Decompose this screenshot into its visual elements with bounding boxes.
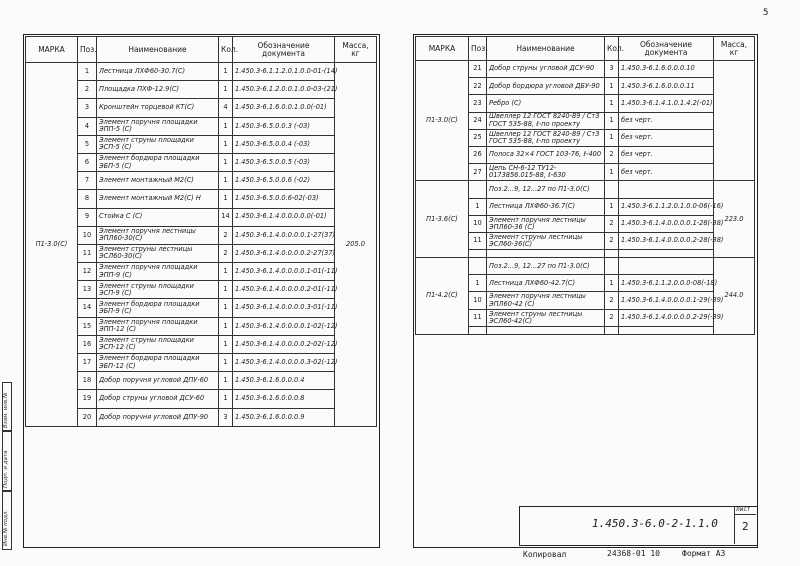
marka-cell: П1-4.2(С) xyxy=(416,258,469,335)
row-position: 8 xyxy=(78,190,97,208)
row-position: 15 xyxy=(78,317,97,335)
row-document: 1.450.3-6.1.4.0.0.0.0.1-29(-39) xyxy=(619,292,714,309)
row-name: Элемент поручня площадки ЭПП-5 (С) xyxy=(97,117,219,135)
row-position: 13 xyxy=(78,281,97,299)
header-pos: Поз. xyxy=(469,37,487,61)
header-doc: Обозначение документа xyxy=(233,37,335,63)
margin-label-vzam-inv: Взам. инв.№ xyxy=(3,392,9,428)
row-document xyxy=(619,181,714,198)
row-document: 1.450.3-6.1.4.0.0.0.0.0(-01) xyxy=(233,208,335,226)
right-spec-table xyxy=(415,36,755,335)
row-quantity: 1 xyxy=(605,198,619,215)
row-quantity: 3 xyxy=(219,408,233,426)
row-position: 21 xyxy=(469,61,487,78)
spacer-cell xyxy=(619,250,714,258)
row-name: Элемент монтажный М2(С) Н xyxy=(97,190,219,208)
row-quantity: 3 xyxy=(605,61,619,78)
inventory-number: 24368-01 10 xyxy=(607,549,660,558)
row-document: 1.450.3-6.1.4.0.0.0.0.1-01(-11) xyxy=(233,263,335,281)
spacer-cell xyxy=(619,326,714,334)
row-position: 26 xyxy=(469,146,487,163)
row-name: Элемент бордюра площадки ЭБП-9 (С) xyxy=(97,299,219,317)
row-name: Добор бордюра угловой ДБУ-90 xyxy=(487,78,605,95)
table-row xyxy=(26,172,377,190)
table-row xyxy=(26,135,377,153)
row-quantity xyxy=(605,181,619,198)
mass-cell: 244.0 xyxy=(714,258,755,335)
row-position xyxy=(469,181,487,198)
row-document: 1.450.3-6.1.1.2.0.1.0.0-06(-16) xyxy=(619,198,714,215)
paper-format: Формат А3 xyxy=(682,549,726,558)
row-position: 25 xyxy=(469,129,487,146)
row-name: Элемент бордюра площадки ЭБП-12 (С) xyxy=(97,354,219,372)
row-name: Элемент поручня лестницы ЭПЛ60-42 (С) xyxy=(487,292,605,309)
row-document: 1.450.3-6.1.4.0.0.0.0.3-01(-11) xyxy=(233,299,335,317)
row-quantity: 1 xyxy=(219,354,233,372)
row-quantity: 1 xyxy=(219,63,233,81)
row-document: 1.450.3-6.1.4.0.0.0.0.2-27(37) xyxy=(233,244,335,262)
row-position: 11 xyxy=(469,232,487,249)
row-document: 1.450.3-6.1.2.0.0.1.0.0-03-(21) xyxy=(233,81,335,99)
marka-cell: П1-3.0(С) xyxy=(416,61,469,181)
row-position: 6 xyxy=(78,153,97,171)
spacer-cell xyxy=(605,326,619,334)
row-document: без черт. xyxy=(619,164,714,181)
row-position: 10 xyxy=(469,215,487,232)
row-quantity: 2 xyxy=(605,232,619,249)
row-document: 1.450.3-6.5.0.0.6-02(-03) xyxy=(233,190,335,208)
table-row xyxy=(26,390,377,408)
left-spec-table xyxy=(25,36,377,427)
table-row xyxy=(26,63,377,81)
margin-label-podp-data: Подп. и дата xyxy=(3,450,9,488)
row-position: 20 xyxy=(78,408,97,426)
row-name: Элемент монтажный М2(С) xyxy=(97,172,219,190)
row-position: 19 xyxy=(78,390,97,408)
table-row xyxy=(26,408,377,426)
row-position: 1 xyxy=(78,63,97,81)
row-quantity: 1 xyxy=(605,95,619,112)
spacer-cell xyxy=(605,250,619,258)
row-quantity: 1 xyxy=(219,281,233,299)
row-name: Швеллер 12 ГОСТ 8240-89 / Ст3 ГОСТ 535-88, ℓ-по проекту xyxy=(487,112,605,129)
row-quantity: 1 xyxy=(605,112,619,129)
mass-cell: 223.0 xyxy=(714,181,755,258)
row-quantity: 1 xyxy=(219,172,233,190)
row-quantity: 4 xyxy=(219,99,233,117)
row-document: 1.450.3-6.1.6.0.0.0.8 xyxy=(233,390,335,408)
row-quantity: 1 xyxy=(219,190,233,208)
row-document: без черт. xyxy=(619,129,714,146)
row-position: 18 xyxy=(78,372,97,390)
row-position: 27 xyxy=(469,164,487,181)
group-reference: Поз.2...9, 12...27 по П1-3.0(С) xyxy=(487,181,605,198)
corner-page-number: 5 xyxy=(763,8,769,18)
table-row xyxy=(26,372,377,390)
row-document: 1.450.3-6.5.0.0.5 (-03) xyxy=(233,153,335,171)
copied-by-label: Копировал xyxy=(523,550,567,559)
row-document: 1.450.3-6.1.6.0.0.0.9 xyxy=(233,408,335,426)
row-quantity: 2 xyxy=(605,146,619,163)
row-position: 10 xyxy=(469,292,487,309)
row-position: 22 xyxy=(469,78,487,95)
row-quantity: 1 xyxy=(219,335,233,353)
row-document: 1.450.3-6.1.6.0.0.0.10 xyxy=(619,61,714,78)
table-row xyxy=(416,61,755,78)
mass-cell: 205.0 xyxy=(335,63,377,427)
mass-cell xyxy=(714,61,755,181)
marka-cell: П1-3.0(С) xyxy=(26,63,78,427)
header-name: Наименование xyxy=(97,37,219,63)
row-name: Кронштейн торцевой КТ(С) xyxy=(97,99,219,117)
row-name: Элемент струны лестницы ЭСЛ60-42(С) xyxy=(487,309,605,326)
sheet-box-divider xyxy=(734,514,756,515)
row-position: 11 xyxy=(469,309,487,326)
row-document: 1.450.3-6.1.4.0.0.0.0.1-02(-12) xyxy=(233,317,335,335)
row-position: 3 xyxy=(78,99,97,117)
row-document: 1.450.3-6.1.6.0.0.1.0.0(-01) xyxy=(233,99,335,117)
table-row xyxy=(26,244,377,262)
row-position: 24 xyxy=(469,112,487,129)
row-quantity: 1 xyxy=(219,390,233,408)
row-quantity: 2 xyxy=(605,292,619,309)
row-document xyxy=(619,258,714,275)
table-row xyxy=(26,81,377,99)
row-document: 1.450.3-6.1.4.0.0.0.0.3-02(-12) xyxy=(233,354,335,372)
document-designation: 1.450.3-6.0-2-1.1.0 xyxy=(592,517,718,530)
header-mass: Масса, кг xyxy=(714,37,755,61)
row-name: Площадка ПХФ-12.9(С) xyxy=(97,81,219,99)
row-quantity: 1 xyxy=(605,129,619,146)
header-qty: Кол. xyxy=(219,37,233,63)
row-document: 1.450.3-6.5.0.0.6 (-02) xyxy=(233,172,335,190)
row-name: Элемент струны лестницы ЭСЛ60-36(С) xyxy=(487,232,605,249)
row-document: 1.450.3-6.1.6.0.0.0.11 xyxy=(619,78,714,95)
row-name: Элемент поручня площадки ЭПП-12 (С) xyxy=(97,317,219,335)
row-document: 1.450.3-6.1.1.2.0.0.0-08(-18) xyxy=(619,275,714,292)
row-name: Элемент поручня лестницы ЭПЛ60-36 (С) xyxy=(487,215,605,232)
header-marka: МАРКА xyxy=(26,37,78,63)
table-row xyxy=(26,117,377,135)
row-document: 1.450.3-6.1.4.0.0.0.0.1-27(37) xyxy=(233,226,335,244)
row-position: 12 xyxy=(78,263,97,281)
spacer-cell xyxy=(469,250,487,258)
row-position: 9 xyxy=(78,208,97,226)
row-position: 5 xyxy=(78,135,97,153)
row-quantity xyxy=(605,258,619,275)
sheet-label: Лист xyxy=(736,506,751,513)
row-name: Добор струны угловой ДСУ-90 xyxy=(487,61,605,78)
row-name: Элемент струны площадки ЭСП-5 (С) xyxy=(97,135,219,153)
row-document: 1.450.3-6.1.4.0.0.0.0.1-28(-38) xyxy=(619,215,714,232)
row-position: 2 xyxy=(78,81,97,99)
row-document: без черт. xyxy=(619,146,714,163)
table-row xyxy=(26,190,377,208)
group-header-row xyxy=(416,258,755,275)
row-document: 1.450.3-6.1.4.0.0.0.0.2-29(-39) xyxy=(619,309,714,326)
table-row xyxy=(26,317,377,335)
row-name: Добор поручня угловой ДПУ-90 xyxy=(97,408,219,426)
table-row xyxy=(26,99,377,117)
group-header-row xyxy=(416,181,755,198)
header-doc: Обозначение документа xyxy=(619,37,714,61)
row-position: 4 xyxy=(78,117,97,135)
row-name: Стойка С (С) xyxy=(97,208,219,226)
header-pos: Поз. xyxy=(78,37,97,63)
row-document: 1.450.3-6.1.4.0.0.0.0.2-02(-12) xyxy=(233,335,335,353)
row-quantity: 2 xyxy=(605,309,619,326)
header-qty: Кол. xyxy=(605,37,619,61)
row-name: Цепь СН-6-12 ТУ12-0173856.015-88, ℓ-630 xyxy=(487,164,605,181)
row-name: Ребро (С) xyxy=(487,95,605,112)
row-name: Элемент бордюра площадки ЭБП-5 (С) xyxy=(97,153,219,171)
row-quantity: 14 xyxy=(219,208,233,226)
spacer-cell xyxy=(487,250,605,258)
row-document: 1.450.3-6.5.0.0.4 (-03) xyxy=(233,135,335,153)
row-quantity: 1 xyxy=(219,372,233,390)
row-name: Элемент поручня площадки ЭПП-9 (С) xyxy=(97,263,219,281)
table-row xyxy=(26,354,377,372)
row-name: Лестница ЛХФ60-42.7(С) xyxy=(487,275,605,292)
table-row xyxy=(26,226,377,244)
row-position: 17 xyxy=(78,354,97,372)
table-row xyxy=(26,299,377,317)
row-quantity: 2 xyxy=(605,215,619,232)
row-quantity: 1 xyxy=(219,263,233,281)
row-position: 16 xyxy=(78,335,97,353)
row-document: 1.450.3-6.1.4.1.0.1.4.2(-01) xyxy=(619,95,714,112)
header-marka: МАРКА xyxy=(416,37,469,61)
row-position: 7 xyxy=(78,172,97,190)
row-name: Лестница ЛХФ60-36.7(С) xyxy=(487,198,605,215)
row-name: Лестница ЛХФ60-30.7(С) xyxy=(97,63,219,81)
row-quantity: 1 xyxy=(219,317,233,335)
row-position: 23 xyxy=(469,95,487,112)
table-row xyxy=(26,335,377,353)
row-quantity: 1 xyxy=(219,299,233,317)
row-quantity: 1 xyxy=(219,117,233,135)
header-mass: Масса, кг xyxy=(335,37,377,63)
row-document: 1.450.3-6.1.6.0.0.0.4 xyxy=(233,372,335,390)
row-name: Элемент струны лестницы ЭСЛ60-30(С) xyxy=(97,244,219,262)
row-position: 10 xyxy=(78,226,97,244)
row-quantity: 1 xyxy=(219,153,233,171)
row-position: 11 xyxy=(78,244,97,262)
row-name: Добор струны угловой ДСУ-60 xyxy=(97,390,219,408)
row-position: 14 xyxy=(78,299,97,317)
row-name: Элемент струны площадки ЭСП-12 (С) xyxy=(97,335,219,353)
row-quantity: 2 xyxy=(219,226,233,244)
row-quantity: 1 xyxy=(605,78,619,95)
spacer-cell xyxy=(487,326,605,334)
table-row xyxy=(26,208,377,226)
row-document: 1.450.3-6.1.4.0.0.0.0.2-28(-38) xyxy=(619,232,714,249)
group-reference: Поз.2...9, 12...27 по П1-3.0(С) xyxy=(487,258,605,275)
row-position: 1 xyxy=(469,198,487,215)
row-name: Добор поручня угловой ДПУ-60 xyxy=(97,372,219,390)
sheet-number: 2 xyxy=(742,520,749,533)
row-position: 1 xyxy=(469,275,487,292)
spacer-cell xyxy=(469,326,487,334)
row-name: Швеллер 12 ГОСТ 8240-89 / Ст3 ГОСТ 535-88, ℓ-по проекту xyxy=(487,129,605,146)
row-name: Элемент струны площадки ЭСП-9 (С) xyxy=(97,281,219,299)
row-name: Элемент поручня лестницы ЭПЛ60-30(С) xyxy=(97,226,219,244)
row-quantity: 1 xyxy=(219,135,233,153)
row-name: Полоса 32×4 ГОСТ 103-76, ℓ-400 xyxy=(487,146,605,163)
row-quantity: 1 xyxy=(219,81,233,99)
table-row xyxy=(26,281,377,299)
row-quantity: 1 xyxy=(605,164,619,181)
table-row xyxy=(26,153,377,171)
row-document: 1.450.3-6.1.4.0.0.0.0.2-01(-11) xyxy=(233,281,335,299)
table-row xyxy=(26,263,377,281)
marka-cell: П1-3.6(С) xyxy=(416,181,469,258)
row-position xyxy=(469,258,487,275)
header-name: Наименование xyxy=(487,37,605,61)
row-quantity: 2 xyxy=(219,244,233,262)
row-document: 1.450.3-6.5.0.0.3 (-03) xyxy=(233,117,335,135)
row-document: 1.450.3-6.1.1.2.0.1.0.0-01-(14) xyxy=(233,63,335,81)
row-document: без черт. xyxy=(619,112,714,129)
margin-label-inv-podl: Инв.№ подл. xyxy=(3,509,9,546)
row-quantity: 1 xyxy=(605,275,619,292)
